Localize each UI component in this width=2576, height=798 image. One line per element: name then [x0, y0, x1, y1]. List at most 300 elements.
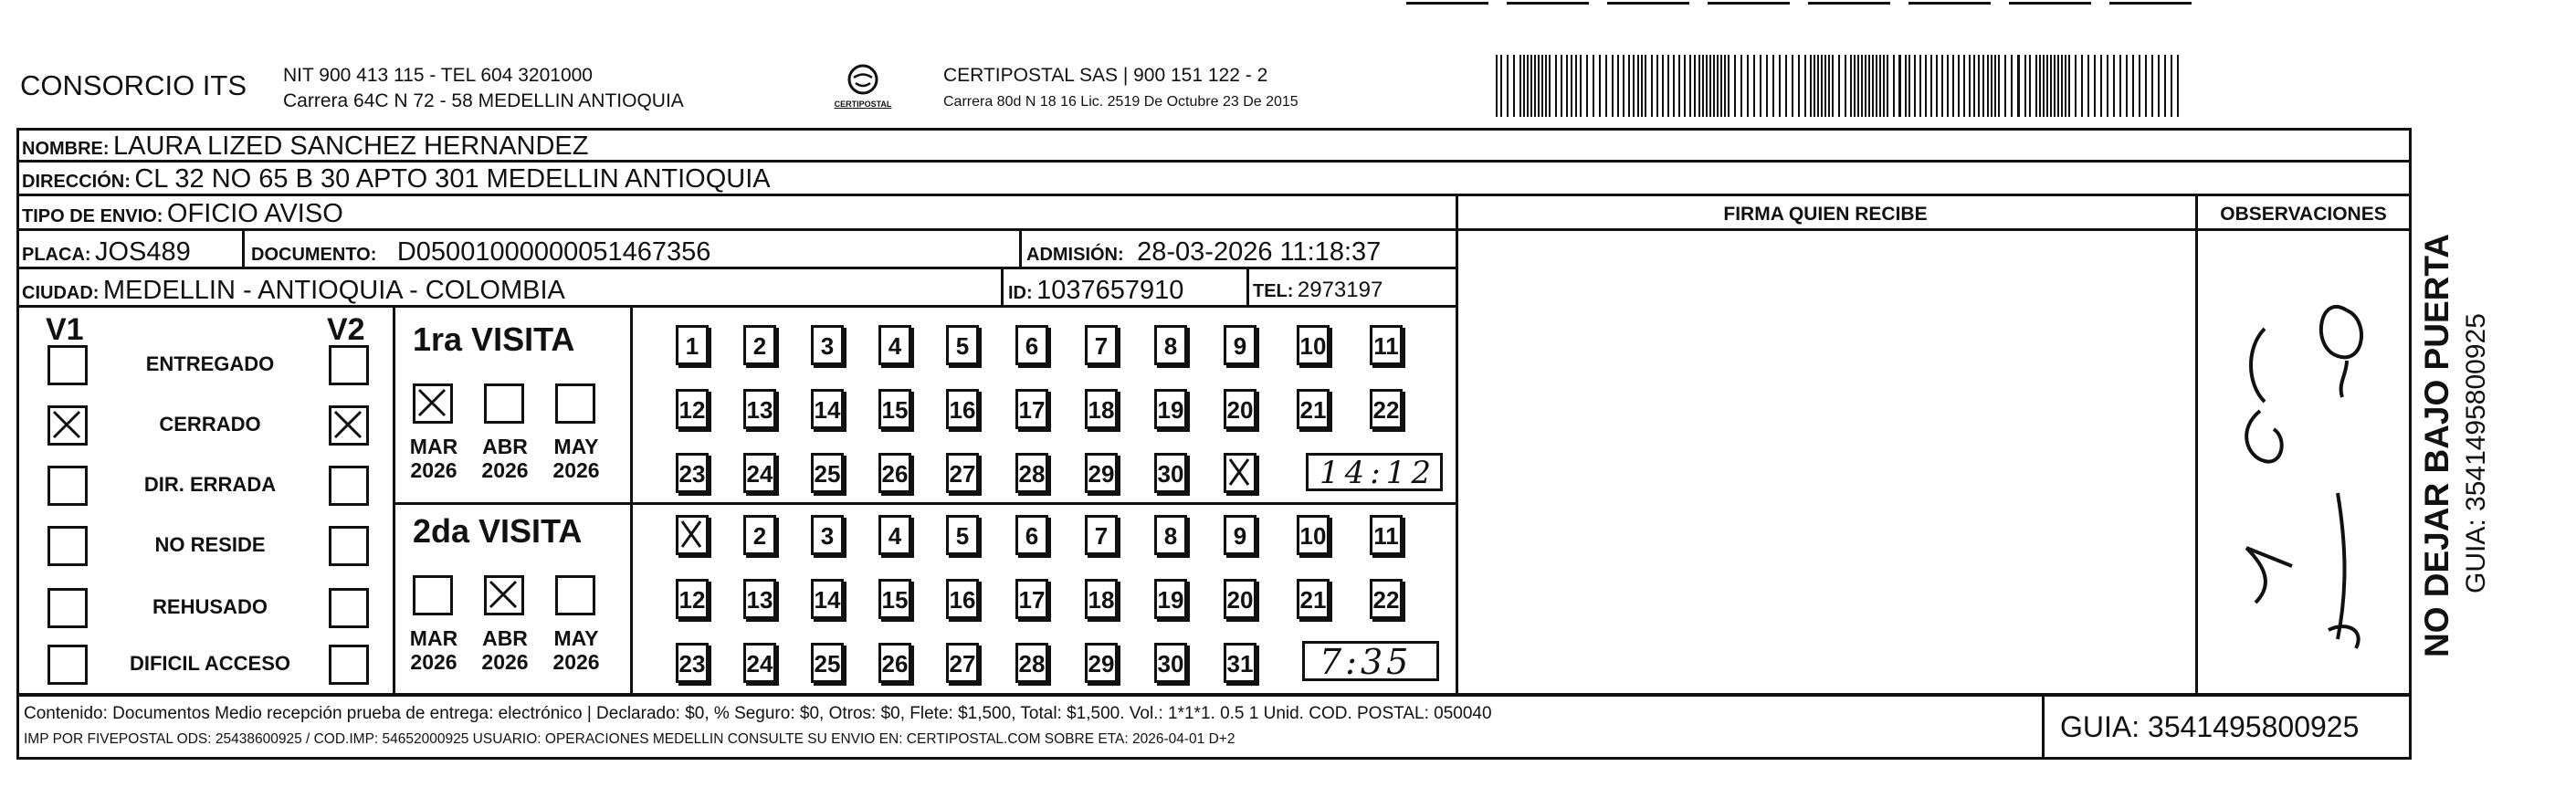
month-year: 2026: [481, 650, 529, 675]
day-box[interactable]: 29: [1085, 643, 1118, 683]
admision-field: [1026, 239, 1381, 266]
day-box[interactable]: 11: [1370, 325, 1403, 365]
v2-checkbox[interactable]: [329, 466, 369, 506]
barcode-bar: [2177, 55, 2179, 117]
month-year: 2026: [552, 458, 600, 483]
side-warning: NO DEJAR BAJO PUERTA: [2418, 234, 2455, 657]
day-box[interactable]: 19: [1154, 389, 1187, 429]
barcode-bar: [2046, 55, 2048, 117]
barcode-bar: [1724, 55, 1726, 117]
day-box[interactable]: 22: [1370, 389, 1403, 429]
barcode-bar: [2100, 55, 2102, 117]
barcode-bar: [1838, 55, 1840, 117]
barcode-bar: [2050, 55, 2052, 117]
month-name: MAY: [553, 626, 599, 650]
barcode-bar: [1566, 55, 1568, 117]
barcode-bar: [1978, 55, 1980, 117]
id-divider: [1001, 268, 1004, 305]
cross-mark-icon: [1226, 456, 1254, 490]
nombre-field: [22, 133, 589, 160]
barcode-bar: [1958, 55, 1960, 117]
barcode-bar: [1747, 55, 1749, 117]
tel-label: TEL:: [1253, 281, 1294, 301]
barcode-bar: [1527, 55, 1529, 117]
status-label: DIR. ERRADA: [143, 473, 277, 496]
day-box[interactable]: 6: [1015, 515, 1048, 555]
month-label: [402, 435, 466, 483]
barcode-bar: [1673, 55, 1675, 117]
barcode-bar: [1785, 55, 1787, 117]
side-guia: GUIA: 3541495800925: [2461, 313, 2491, 593]
v1-checkbox[interactable]: [47, 466, 88, 506]
barcode-bar: [2029, 55, 2031, 117]
barcode-bar: [1792, 55, 1793, 117]
first-time-box: [1306, 453, 1443, 491]
barcode-bar: [2119, 55, 2121, 117]
barcode-bar: [1702, 55, 1704, 117]
day-box[interactable]: 12: [676, 389, 709, 429]
day-box[interactable]: 13: [743, 389, 776, 429]
day-box[interactable]: 3: [811, 515, 844, 555]
barcode-bar: [1845, 55, 1846, 117]
barcode-bar: [1814, 55, 1815, 117]
v2-checkbox[interactable]: [329, 588, 369, 628]
day-box[interactable]: 9: [1224, 325, 1256, 365]
barcode-bar: [1982, 55, 1984, 117]
barcode-bar: [1973, 55, 1975, 117]
footer-imp: IMP POR FIVEPOSTAL ODS: 25438600925 / COD.IMP: 54652000925 USUARIO: OPERACIONES MEDELLIN CONSULTE SU ENVIO EN: CERTIPOSTAL.COM SOBRE ETA: 2026-04-01 D+2: [24, 731, 1235, 747]
day-box[interactable]: 5: [946, 325, 979, 365]
certipostal-logo: [826, 64, 899, 109]
barcode-bar: [1810, 55, 1812, 117]
day-box[interactable]: 15: [878, 579, 911, 619]
tel-value: 2973197: [1297, 278, 1383, 302]
direccion-label: DIRECCIÓN:: [22, 172, 131, 192]
barcode-bar: [1530, 55, 1532, 117]
day-box[interactable]: 20: [1224, 389, 1256, 429]
barcode-bar: [1798, 55, 1800, 117]
day-box[interactable]: 24: [743, 643, 776, 683]
barcode-bar: [2043, 55, 2045, 117]
company-address: Carrera 64C N 72 - 58 MEDELLIN ANTIOQUIA: [283, 90, 684, 111]
v2-checkbox[interactable]: [329, 405, 369, 446]
barcode-bar: [1861, 55, 1863, 117]
day-box[interactable]: 7: [1085, 515, 1118, 555]
month-name: ABR: [482, 626, 528, 650]
barcode-bar: [1753, 55, 1755, 117]
barcode-bar: [1963, 55, 1965, 117]
day-box[interactable]: 3: [811, 325, 844, 365]
day-box[interactable]: 5: [946, 515, 979, 555]
day-box[interactable]: 25: [811, 453, 844, 493]
barcode-bar: [1969, 55, 1971, 117]
barcode-bar: [2054, 55, 2056, 117]
barcode-bar: [2061, 55, 2063, 117]
handwritten-observation: [2210, 274, 2411, 667]
day-box[interactable]: 10: [1297, 515, 1330, 555]
day-box[interactable]: 24: [743, 453, 776, 493]
barcode-bar: [1612, 55, 1614, 117]
placa-field: [22, 239, 191, 266]
day-box[interactable]: 27: [946, 643, 979, 683]
barcode-bar: [1561, 55, 1562, 117]
day-box[interactable]: 31: [1224, 643, 1256, 683]
day-box[interactable]: 4: [878, 515, 911, 555]
tel-divider: [1246, 268, 1249, 305]
second-visit-time: 7:35: [1320, 642, 1413, 682]
day-box[interactable]: 7: [1085, 325, 1118, 365]
cross-mark-icon: [487, 578, 521, 613]
barcode-bar: [2057, 55, 2059, 117]
barcode-bar: [1641, 55, 1643, 117]
barcode-bar: [1865, 55, 1866, 117]
barcode-bar: [1713, 55, 1715, 117]
ciudad-value: MEDELLIN - ANTIOQUIA - COLOMBIA: [102, 276, 565, 305]
month-label: [473, 626, 537, 675]
barcode-bar: [1538, 55, 1540, 117]
cross-mark-icon: [331, 408, 366, 443]
month-name: MAR: [409, 435, 458, 458]
barcode-bar: [1694, 55, 1696, 117]
first-visit-title: 1ra VISITA: [413, 320, 575, 358]
barcode-bar: [2151, 55, 2153, 117]
barcode-bar: [2065, 55, 2066, 117]
barcode-bar: [1930, 55, 1932, 117]
top-border-artefact: [1406, 2, 2192, 5]
month-name: ABR: [482, 435, 528, 458]
v2-header: V2: [327, 312, 365, 347]
barcode-bar: [1519, 55, 1521, 117]
month-label: [544, 626, 608, 675]
barcode-bar: [1523, 55, 1525, 117]
month-checkbox[interactable]: [555, 383, 595, 424]
company-name: CONSORCIO ITS: [20, 69, 247, 101]
day-box[interactable]: 11: [1370, 515, 1403, 555]
day-box[interactable]: 26: [878, 643, 911, 683]
v2-checkbox[interactable]: [329, 526, 369, 566]
barcode-bar: [1828, 55, 1830, 117]
barcode-bar: [2017, 55, 2020, 117]
v1-checkbox[interactable]: [47, 588, 88, 628]
barcode-bar: [1534, 55, 1536, 117]
barcode-bar: [1633, 55, 1635, 117]
barcode-bar: [1549, 55, 1551, 117]
v1-header: V1: [46, 312, 84, 347]
day-box[interactable]: 18: [1085, 579, 1118, 619]
barcode-bar: [2126, 55, 2128, 117]
placa-label: PLACA:: [22, 245, 91, 265]
barcode-bar: [1868, 55, 1870, 117]
barcode-bar: [1698, 55, 1700, 117]
nombre-value: LAURA LIZED SANCHEZ HERNANDEZ: [113, 131, 589, 161]
day-box[interactable]: 9: [1224, 515, 1256, 555]
day-box[interactable]: 18: [1085, 389, 1118, 429]
id-value: 1037657910: [1036, 276, 1184, 305]
barcode-bar: [1893, 55, 1895, 117]
v1-checkbox[interactable]: [47, 345, 88, 385]
placa-value: JOS489: [95, 237, 191, 267]
barcode-bar: [1991, 55, 1992, 117]
day-box[interactable]: 23: [676, 643, 709, 683]
day-box[interactable]: 17: [1015, 389, 1048, 429]
barcode-bar: [2158, 55, 2160, 117]
day-box[interactable]: 10: [1297, 325, 1330, 365]
month-year: 2026: [481, 458, 529, 483]
id-field: [1008, 278, 1183, 304]
month-label: [473, 435, 537, 483]
day-box[interactable]: 21: [1297, 389, 1330, 429]
month-label: [402, 626, 466, 675]
day-box[interactable]: 2: [743, 325, 776, 365]
cross-mark-icon: [50, 408, 85, 443]
day-box[interactable]: 27: [946, 453, 979, 493]
barcode-bar: [1667, 55, 1669, 117]
barcode-bar: [2039, 55, 2041, 117]
day-box[interactable]: 14: [811, 389, 844, 429]
day-box[interactable]: 28: [1015, 643, 1048, 683]
day-box[interactable]: 6: [1015, 325, 1048, 365]
company-nit: NIT 900 413 115 - TEL 604 3201000: [283, 65, 593, 86]
v1-checkbox[interactable]: [47, 405, 88, 446]
documento-label: DOCUMENTO:: [251, 245, 377, 265]
cross-mark-icon: [678, 518, 706, 552]
barcode-bar: [1717, 55, 1719, 117]
status-label: ENTREGADO: [145, 352, 275, 375]
barcode-bar: [1914, 55, 1916, 117]
status-label: DIFICIL ACCESO: [129, 652, 290, 675]
barcode-bar: [1952, 55, 1954, 117]
barcode-bar: [2132, 55, 2134, 117]
barcode-bar: [1994, 55, 1996, 117]
visit-divider: [393, 502, 1458, 505]
documento-field: [251, 239, 710, 266]
barcode-bar: [2075, 55, 2077, 117]
barcode-bar: [1709, 55, 1711, 117]
month-name: MAR: [409, 626, 458, 650]
month-checkbox[interactable]: [555, 575, 595, 615]
tipo-field: [22, 201, 343, 227]
right-header-line: [1456, 228, 2412, 231]
barcode-bar: [1998, 55, 2000, 117]
day-box[interactable]: 8: [1154, 515, 1187, 555]
barcode-bar: [1817, 55, 1819, 117]
documento-value: D05001000000051467356: [396, 237, 711, 267]
barcode-bar: [1728, 55, 1730, 117]
barcode-bar: [1824, 55, 1826, 117]
month-checkbox[interactable]: [413, 383, 453, 424]
ciudad-label: CIUDAD:: [22, 283, 100, 303]
barcode-bar: [2107, 55, 2108, 117]
day-box[interactable]: 4: [878, 325, 911, 365]
day-box[interactable]: 19: [1154, 579, 1187, 619]
barcode-bar: [1936, 55, 1938, 117]
barcode-bar: [1628, 55, 1630, 117]
barcode-bar: [2171, 55, 2172, 117]
v1-checkbox[interactable]: [47, 645, 88, 685]
first-visit-time: 14:12: [1320, 455, 1436, 491]
barcode-bar: [1637, 55, 1639, 117]
day-box[interactable]: 22: [1370, 579, 1403, 619]
barcode-bar: [1541, 55, 1543, 117]
day-box[interactable]: 16: [946, 389, 979, 429]
day-box[interactable]: 17: [1015, 579, 1048, 619]
barcode-bar: [1854, 55, 1856, 117]
barcode-bar: [2068, 55, 2070, 117]
barcode-bar: [2035, 55, 2037, 117]
barcode-bar: [1662, 55, 1664, 117]
barcode-bar: [1947, 55, 1949, 117]
barcode-bar: [1919, 55, 1921, 117]
day-box[interactable]: 23: [676, 453, 709, 493]
barcode-bar: [1599, 55, 1601, 117]
barcode-bar: [1513, 55, 1515, 117]
barcode-bar: [1857, 55, 1859, 117]
barcode-bar: [1879, 55, 1881, 117]
barcode-bar: [1883, 55, 1885, 117]
month-label: [544, 435, 608, 483]
ciudad-field: [22, 278, 565, 304]
barcode-image: [1496, 55, 2182, 117]
day-box[interactable]: 21: [1297, 579, 1330, 619]
barcode-bar: [1689, 55, 1691, 117]
barcode-bar: [1720, 55, 1722, 117]
logo-text: CERTIPOSTAL: [834, 100, 892, 109]
barcode-bar: [2024, 55, 2026, 117]
month-year: 2026: [552, 650, 600, 675]
admision-divider: [1019, 230, 1022, 267]
admision-value: 28-03-2026 11:18:37: [1137, 237, 1382, 267]
day-box[interactable]: 20: [1224, 579, 1256, 619]
barcode-bar: [1898, 55, 1901, 117]
month-year: 2026: [410, 458, 457, 483]
barcode-bar: [1905, 55, 1907, 117]
months-divider: [630, 305, 633, 696]
barcode-bar: [1706, 55, 1708, 117]
barcode-bar: [1760, 55, 1761, 117]
firma-header: FIRMA QUIEN RECIBE: [1723, 204, 1928, 225]
day-box[interactable]: 2: [743, 515, 776, 555]
status-divider: [393, 305, 395, 696]
day-box[interactable]: 30: [1154, 643, 1187, 683]
barcode-bar: [1555, 55, 1557, 117]
v2-checkbox[interactable]: [329, 345, 369, 385]
barcode-bar: [1545, 55, 1547, 117]
barcode-bar: [1500, 55, 1502, 117]
second-time-box: [1302, 641, 1439, 681]
status-label: REHUSADO: [152, 595, 268, 618]
barcode-bar: [1832, 55, 1834, 117]
barcode-bar: [2164, 55, 2166, 117]
barcode-bar: [1656, 55, 1658, 117]
barcode-bar: [1580, 55, 1582, 117]
second-visit-title: 2da VISITA: [413, 512, 583, 550]
day-box[interactable]: 16: [946, 579, 979, 619]
barcode-bar: [1651, 55, 1653, 117]
footer-guia: GUIA: 3541495800925: [2060, 710, 2360, 743]
tipo-value: OFICIO AVISO: [166, 199, 343, 228]
v1-checkbox[interactable]: [47, 526, 88, 566]
barcode-bar: [1766, 55, 1768, 117]
placa-line: [16, 267, 1458, 269]
month-checkbox[interactable]: [484, 575, 524, 615]
nombre-label: NOMBRE:: [22, 139, 110, 159]
barcode-bar: [1876, 55, 1877, 117]
day-box[interactable]: 12: [676, 579, 709, 619]
barcode-bar: [1908, 55, 1910, 117]
barcode-bar: [1645, 55, 1646, 117]
month-checkbox[interactable]: [413, 575, 453, 615]
observaciones-header: OBSERVACIONES: [2220, 204, 2387, 225]
barcode-bar: [1575, 55, 1577, 117]
barcode-bar: [2113, 55, 2115, 117]
day-box[interactable]: 14: [811, 579, 844, 619]
day-box[interactable]: 29: [1085, 453, 1118, 493]
barcode-bar: [1987, 55, 1989, 117]
barcode-bar: [1684, 55, 1686, 117]
id-label: ID:: [1008, 283, 1033, 303]
ciudad-line: [16, 305, 1458, 308]
day-box[interactable]: 26: [878, 453, 911, 493]
barcode-bar: [2081, 55, 2083, 117]
placa-divider: [242, 230, 245, 267]
admision-label: ADMISIÓN:: [1026, 245, 1124, 265]
barcode-bar: [1617, 55, 1619, 117]
barcode-bar: [1507, 55, 1509, 117]
direccion-field: [22, 166, 771, 193]
day-box[interactable]: 25: [811, 643, 844, 683]
logo-icon: [845, 64, 881, 95]
barcode-bar: [1623, 55, 1624, 117]
barcode-bar: [1605, 55, 1607, 117]
day-box[interactable]: 30: [1154, 453, 1187, 493]
barcode-bar: [2094, 55, 2096, 117]
v2-checkbox[interactable]: [329, 645, 369, 685]
barcode-bar: [1872, 55, 1874, 117]
barcode-bar: [1772, 55, 1774, 117]
footer-divider: [2042, 694, 2045, 760]
barcode-bar: [1586, 55, 1588, 117]
barcode-bar: [2145, 55, 2147, 117]
tel-field: [1253, 279, 1383, 301]
barcode-bar: [1496, 55, 1498, 117]
footer-contenido: Contenido: Documentos Medio recepción prueba de entrega: electrónico | Declarado: $0, % Seguro: $0, Otros: $0, Flete: $1,500, Total: $1,500. Vol.: 1*1*1. 0.5 1 Unid. COD. POSTAL: 050040: [24, 704, 1492, 723]
day-box[interactable]: 13: [743, 579, 776, 619]
observaciones-divider: [2195, 194, 2198, 696]
barcode-bar: [2087, 55, 2089, 117]
month-checkbox[interactable]: [484, 383, 524, 424]
barcode-bar: [1804, 55, 1806, 117]
barcode-bar: [1593, 55, 1594, 117]
day-box[interactable]: 28: [1015, 453, 1048, 493]
barcode-bar: [1887, 55, 1888, 117]
barcode-bar: [1925, 55, 1927, 117]
barcode-bar: [2004, 55, 2006, 117]
barcode-bar: [1779, 55, 1781, 117]
month-year: 2026: [410, 650, 457, 675]
day-box[interactable]: 8: [1154, 325, 1187, 365]
barcode-bar: [1571, 55, 1572, 117]
barcode-bar: [1678, 55, 1680, 117]
day-box[interactable]: [676, 515, 709, 555]
day-box[interactable]: [1224, 453, 1256, 493]
day-box[interactable]: 15: [878, 389, 911, 429]
cross-mark-icon: [415, 386, 450, 421]
barcode-bar: [1734, 55, 1736, 117]
status-label: NO RESIDE: [154, 533, 266, 556]
day-box[interactable]: 1: [676, 325, 709, 365]
barcode-bar: [2011, 55, 2013, 117]
status-label: CERRADO: [159, 413, 261, 436]
